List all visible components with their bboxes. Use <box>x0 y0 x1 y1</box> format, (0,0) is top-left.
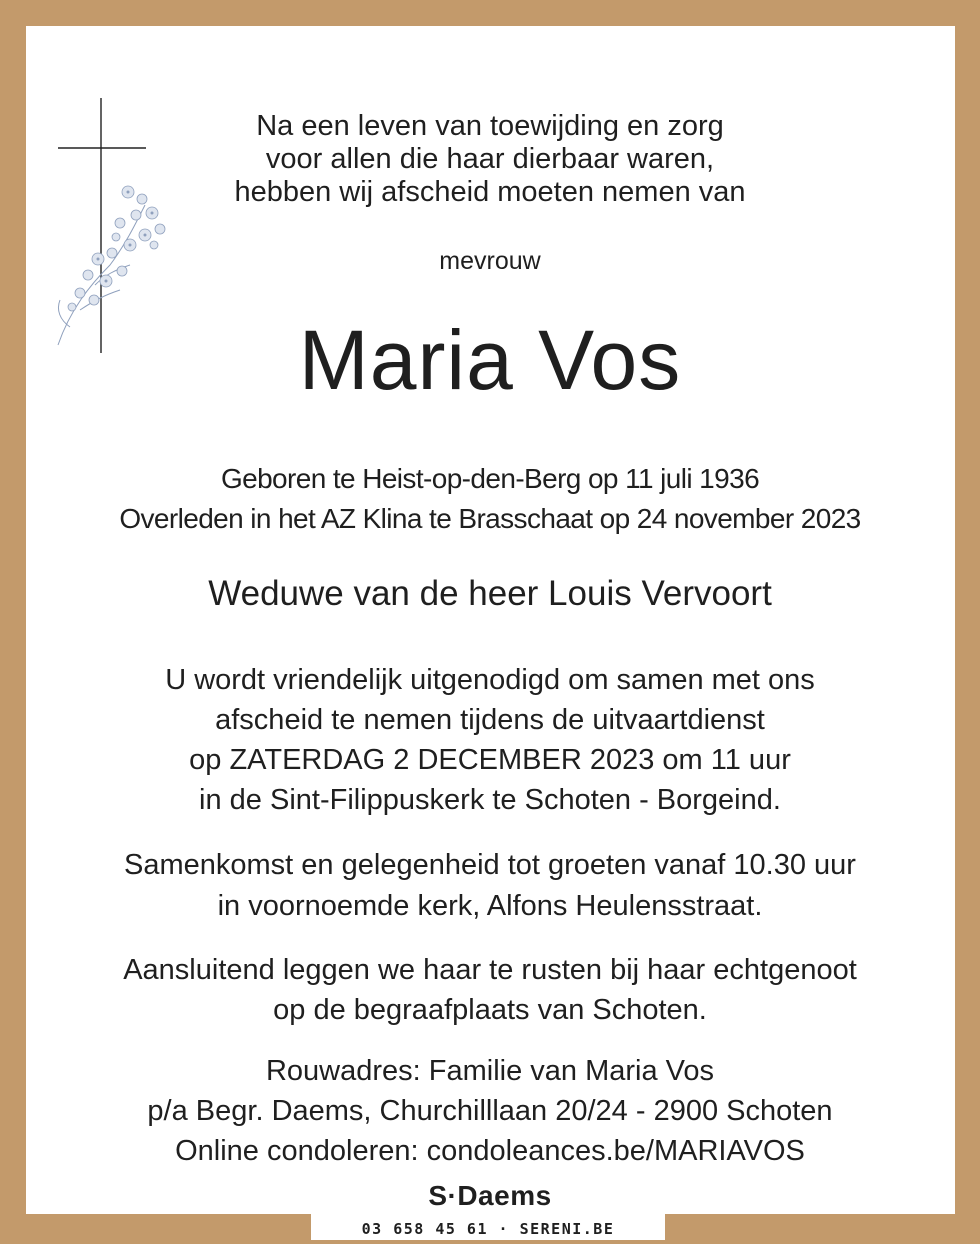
intro-line-3: hebben wij afscheid moeten nemen van <box>234 176 746 208</box>
birth-line: Geboren te Heist-op-den-Berg op 11 juli 1936 <box>220 463 760 494</box>
service-line-4: in de Sint-Filippuskerk te Schoten - Borgeind. <box>199 784 781 816</box>
footer-strip <box>311 1214 665 1240</box>
service-line-1: U wordt vriendelijk uitgenodigd om samen met ons <box>165 664 815 696</box>
title-prefix: mevrouw <box>439 247 541 275</box>
burial-line-2: op de begraafplaats van Schoten. <box>273 994 707 1026</box>
intro-line-2: voor allen die haar dierbaar waren, <box>265 143 715 175</box>
death-line: Overleden in het AZ Klina te Brasschaat op 24 november 2023 <box>119 503 861 534</box>
contact-line-1: Rouwadres: Familie van Maria Vos <box>265 1055 715 1087</box>
service-line-3: op ZATERDAG 2 DECEMBER 2023 om 11 uur <box>189 744 791 776</box>
contact-line-3: Online condoleren: condoleances.be/MARIAVOS <box>175 1135 805 1167</box>
funeral-home-logo: S·Daems <box>428 1180 552 1211</box>
gathering-line-1: Samenkomst en gelegenheid tot groeten vanaf 10.30 uur <box>124 849 856 881</box>
footer-contact: 03 658 45 61 · SERENI.BE <box>361 1220 615 1238</box>
burial-line-1: Aansluitend leggen we haar te rusten bij haar echtgenoot <box>123 954 857 986</box>
widow-line: Weduwe van de heer Louis Vervoort <box>208 574 772 613</box>
deceased-name: Maria Vos <box>298 313 682 407</box>
gathering-line-2: in voornoemde kerk, Alfons Heulensstraat. <box>217 890 763 922</box>
contact-line-2: p/a Begr. Daems, Churchilllaan 20/24 - 2900 Schoten <box>147 1095 833 1127</box>
intro-line-1: Na een leven van toewijding en zorg <box>256 110 724 142</box>
service-line-2: afscheid te nemen tijdens de uitvaartdienst <box>215 704 765 736</box>
